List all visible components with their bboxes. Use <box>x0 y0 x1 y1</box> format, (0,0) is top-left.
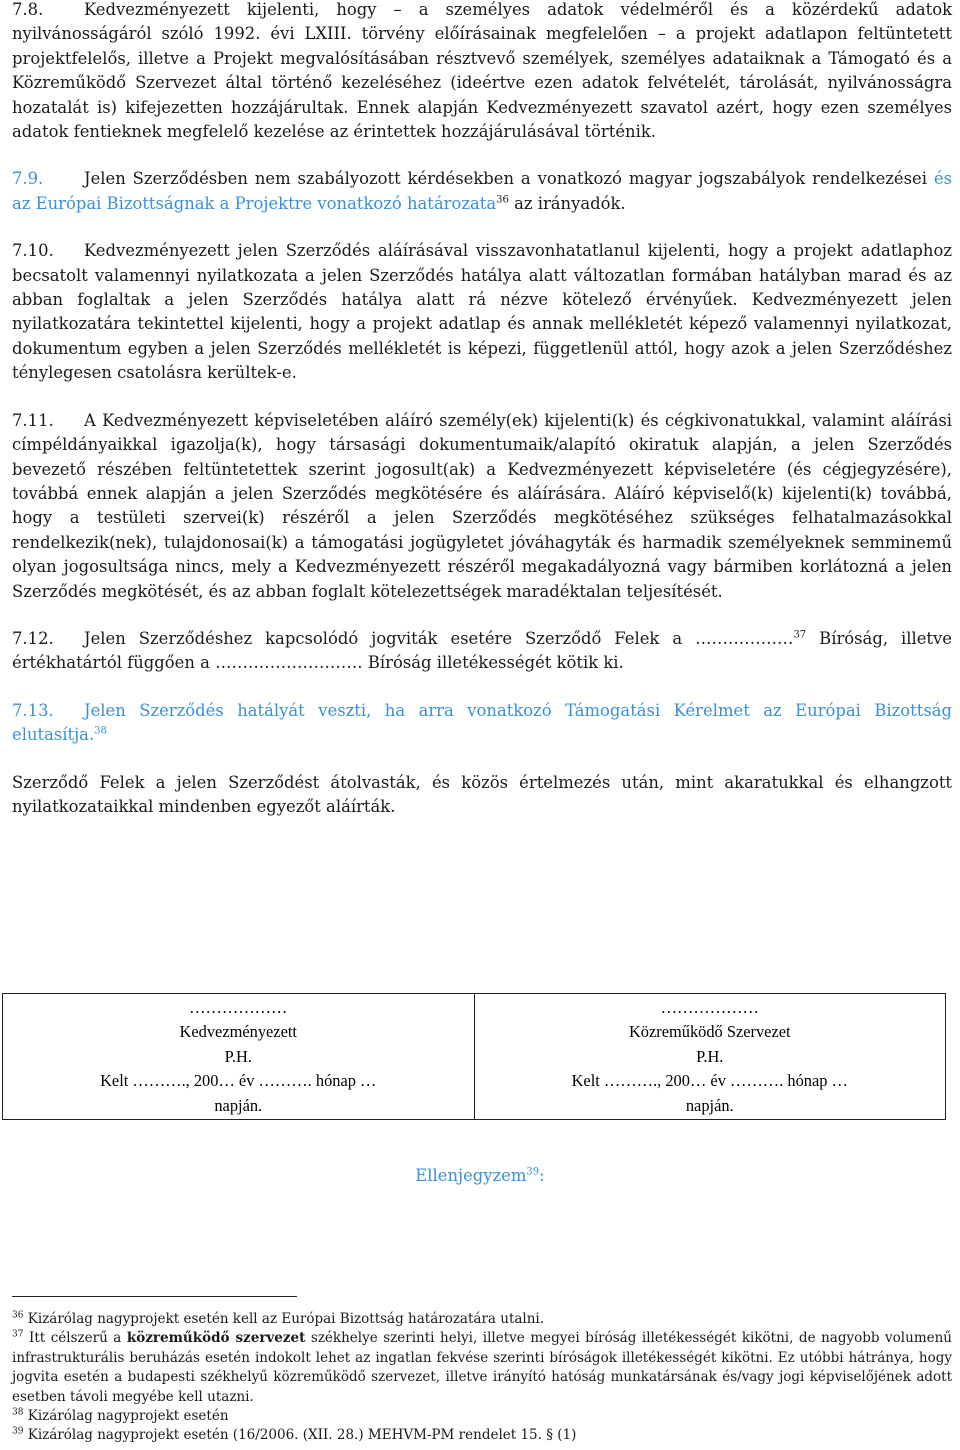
signature-cell-beneficiary <box>3 994 475 1120</box>
paragraph-text: Jelen Szerződés hatályát veszti, ha arra vonatkozó Támogatási Kérelmet az Európai Bizottság elutasítja. <box>12 700 952 745</box>
footnotes <box>12 1310 952 1446</box>
paragraph-text: A Kedvezményezett képviseletében aláíró személy(ek) kijelenti(k) és cégkivonatukkal, valamint aláírási címpéldányaikkal igazolja(k), hogy társasági dokumentumaik/alapító okiratuk alapján, a jelen Szerződés bevezető részében feltüntetettek szerint jogosult(ak) a Kedvezményezett képviseletére (és cégjegyzésére), továbbá ennek alapján a jelen Szerződés megkötésére és aláírására. Aláíró képviselő(k) kijelenti(k) továbbá, hogy a testületi szervei(k) részéről a jelen Szerződés megkötéséhez szükséges felhatalmazásokkal rendelkezik(nek), tulajdonosai(k) a támogatási jogügyletet jóváhagyták és harmadik személyeknek semminemű olyan jogosultsága nincs, mely a Kedvezményezett részéről megakadályozná vagy bármiben korlátozná a jelen Szerződés megkötését, és az abban foglalt kötelezettségek maradéktalan teljesítését. <box>12 410 952 601</box>
footnote-ref[interactable]: 37 <box>793 629 807 641</box>
footnote-text: Itt célszerű a <box>29 1330 127 1347</box>
footnote-text: Kizárólag nagyprojekt esetén <box>27 1408 229 1425</box>
paragraph-number: 7.8. <box>12 0 44 19</box>
countersign-colon: : <box>539 1166 545 1185</box>
paragraph-7-12 <box>12 627 952 676</box>
paragraph-7-10 <box>12 239 952 385</box>
paragraph-number: 7.9. <box>12 169 44 189</box>
date-end: napján. <box>685 1095 734 1115</box>
closing-statement: Szerződő Felek a jelen Szerződést átolvasták, és közös értelmezés után, mint akaratukkal és elhangzott nyilatkozataikkal mindenben egyezőt aláírták. <box>12 772 952 816</box>
date-line: Kelt ………., 200… év ………. hónap … <box>100 1071 377 1091</box>
countersign-label <box>0 1166 960 1185</box>
footnote-number: 36 <box>12 1310 24 1321</box>
footnote-38 <box>12 1407 952 1426</box>
paragraph-number: 7.13. <box>12 700 54 720</box>
date-line: Kelt ………., 200… év ………. hónap … <box>571 1071 848 1091</box>
footnote-number: 38 <box>12 1407 24 1418</box>
signature-cell-intermediary <box>474 994 946 1120</box>
signature-table <box>2 993 946 1120</box>
footnote-text: Kizárólag nagyprojekt esetén (16/2006. (XII. 28.) MEHVM-PM rendelet 15. § (1) <box>27 1427 577 1444</box>
paragraph-text: Jelen Szerződéshez kapcsolódó jogviták esetére Szerződő Felek a ……………… <box>84 628 794 648</box>
paragraph-text: az irányadók. <box>508 193 626 213</box>
paragraph-number: 7.11. <box>12 410 54 430</box>
footnote-ref[interactable]: 36 <box>496 194 509 206</box>
signature-dots: ……………… <box>189 998 288 1017</box>
paragraph-7-8 <box>12 0 952 144</box>
footnote-37 <box>12 1329 952 1407</box>
contract-page <box>12 0 952 842</box>
signature-party: Közreműködő Szervezet <box>628 1022 791 1042</box>
date-end: napján. <box>214 1095 263 1115</box>
paragraph-text: Bíróság, illetve értékhatártól függően a ……………………… Bíróság illetékességét kötik ki. <box>12 628 952 673</box>
signature-party: Kedvezményezett <box>179 1022 297 1042</box>
paragraph-text: Kedvezményezett kijelenti, hogy – a személyes adatok védelméről és a közérdekű adatok nyilvánosságáról szóló 1992. évi LXIII. törvény előírásainak megfelelően – a projekt adatlapon feltüntetett projektfelelős, illetve a Projekt megvalósításában résztvevő személyek, személyes adataiknak a Támogató és a Közreműködő Szervezet által történő kezeléséhez (ideértve ezen adatok felvételét, tárolását, nyilvánosságra hozatalát is) kifejezetten hozzájárultak. Ennek alapján Kedvezményezett szavatol azért, hogy ezen személyes adatok fentieknek megfelelő kezelése az érintettek hozzájárulásával történik. <box>12 0 952 142</box>
footnote-36 <box>12 1310 952 1329</box>
paragraph-text: Jelen Szerződésben nem szabályozott kérdésekben a vonatkozó magyar jogszabályok rendelkezései <box>84 169 934 189</box>
signature-dots: ……………… <box>660 998 759 1017</box>
footnote-separator <box>12 1296 297 1297</box>
footnote-39 <box>12 1426 952 1445</box>
footnote-number: 39 <box>12 1426 24 1437</box>
paragraph-text: Kedvezményezett jelen Szerződés aláírásával visszavonhatatlanul kijelenti, hogy a projekt adatlaphoz becsatolt valamennyi nyilatkozata a jelen Szerződés hatálya alatt változatlan formában hatályban marad és az abban foglaltak a jelen Szerződés hatálya alatt rá nézve kötelező érvényűek. Kedvezményezett jelen nyilatkozatára tekintettel kijelenti, hogy a projekt adatlap és annak mellékletét képező valamennyi nyilatkozat, dokumentum egyben a jelen Szerződés mellékletét is képezi, függetlenül attól, hogy azok a jelen Szerződéshez ténylegesen csatolásra kerültek-e. <box>12 241 952 383</box>
footnote-ref[interactable]: 39 <box>526 1166 540 1178</box>
footnote-ref[interactable]: 38 <box>94 725 107 737</box>
footnote-number: 37 <box>12 1329 24 1340</box>
paragraph-number: 7.10. <box>12 241 54 261</box>
footnote-text: Kizárólag nagyprojekt esetén kell az Európai Bizottság határozatára utalni. <box>27 1311 545 1327</box>
paragraph-text-highlighted: és az Európai Bizottságnak a Projektre vonatkozó határozata <box>12 169 952 213</box>
paragraph-7-9 <box>12 167 952 216</box>
footnote-bold-text: közreműködő szervezet <box>126 1330 306 1347</box>
paragraph-7-11 <box>12 409 952 604</box>
paragraph-number: 7.12. <box>12 628 54 648</box>
stamp-label: P.H. <box>696 1046 724 1066</box>
countersign-text: Ellenjegyzem <box>415 1166 527 1185</box>
paragraph-7-13 <box>12 699 952 748</box>
stamp-label: P.H. <box>224 1046 252 1066</box>
footnote-text: székhelye szerinti helyi, illetve megyei bíróság illetékességét kikötni, de nagyobb volumenű infrastrukturális beruházás esetén indokolt lehet az ingatlan fekvése szerinti bíróságok illetékességét kikötni. Ez utóbbi hátránya, hogy jogvita esetén a budapesti székhelyű közreműködő szervezet, illetve irányító hatóság munkatársának és/vagy jogi képviselőjének adott esetben távoli megyébe kell utazni. <box>12 1330 953 1405</box>
